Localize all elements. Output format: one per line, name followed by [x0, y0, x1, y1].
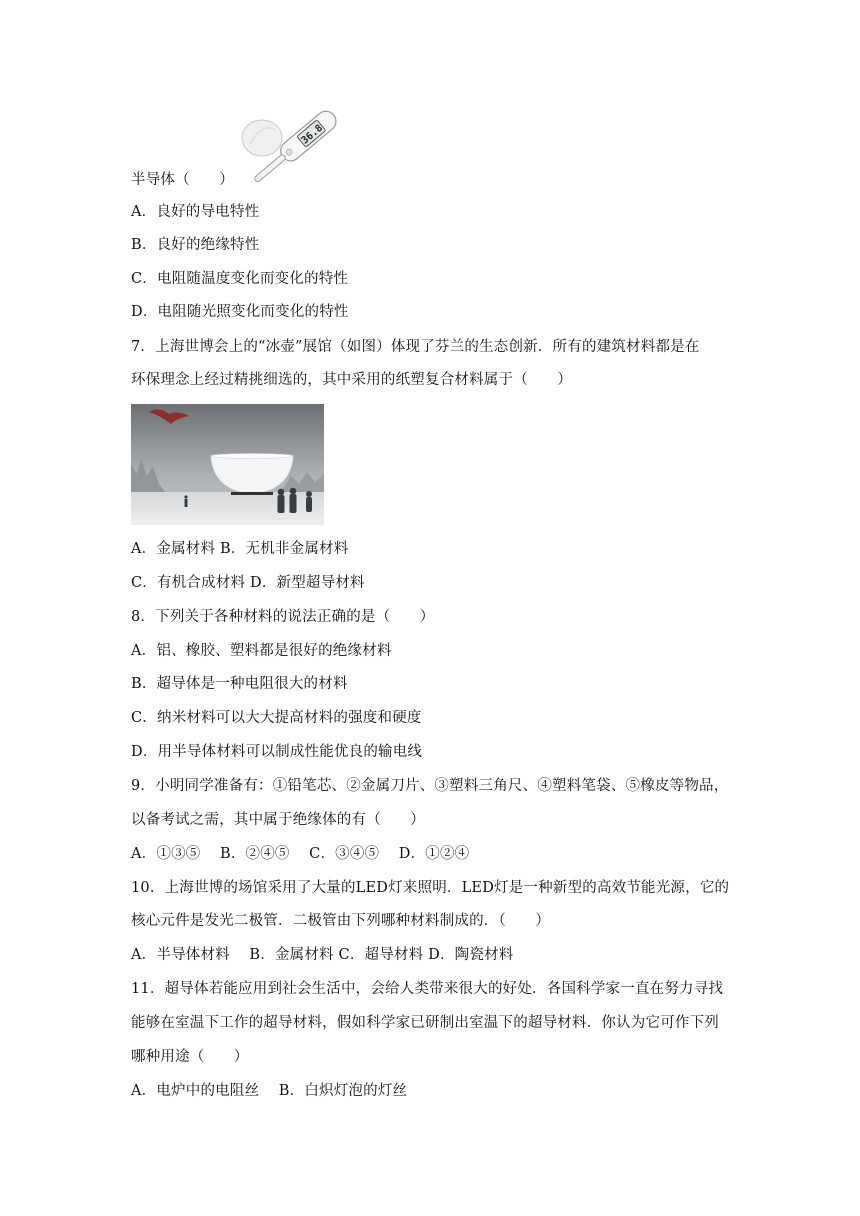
thermometer-reading: 36.8 — [299, 122, 326, 147]
q8-option-d: D．用半导体材料可以制成性能优良的输电线 — [131, 744, 423, 760]
q8-option-b: B．超导体是一种电阻很大的材料 — [131, 676, 348, 692]
q8-option-a: A．铝、橡胶、塑料都是很好的绝缘材料 — [131, 643, 392, 659]
q11-stem-line3: 哪种用途（ ） — [131, 1049, 249, 1065]
q8-option-c: C．纳米材料可以大大提高材料的强度和硬度 — [131, 710, 422, 726]
q8-stem: 8．下列关于各种材料的说法正确的是（ ） — [131, 609, 435, 625]
q6-option-b: B．良好的绝缘特性 — [131, 237, 260, 253]
q11-options: A．电炉中的电阻丝 B．白炽灯泡的灯丝 — [131, 1083, 408, 1099]
q9-stem-line2: 以备考试之需，其中属于绝缘体的有（ ） — [131, 812, 425, 828]
q10-stem-line2: 核心元件是发光二极管．二极管由下列哪种材料制成的．（ ） — [131, 913, 551, 929]
q7-stem-line2: 环保理念上经过精挑细选的，其中采用的纸塑复合材料属于（ ） — [131, 372, 572, 388]
q6-option-c: C．电阻随温度变化而变化的特性 — [131, 271, 349, 287]
q10-stem-line1: 10．上海世博的场馆采用了大量的LED灯来照明．LED灯是一种新型的高效节能光源，它的 — [131, 880, 730, 896]
q6-option-a: A．良好的导电特性 — [131, 204, 260, 220]
q7-stem-line1: 7．上海世博会上的“冰壶”展馆（如图）体现了芬兰的生态创新．所有的建筑材料都是在 — [131, 339, 700, 355]
q9-stem-line1: 9．小明同学准备有：①铅笔芯、②金属刀片、③塑料三角尺、④塑料笔袋、⑤橡皮等物品， — [131, 778, 729, 794]
q11-stem-line2: 能够在室温下工作的超导材料，假如科学家已研制出室温下的超导材料．你认为它可作下列 — [131, 1015, 719, 1031]
q6-option-d: D．电阻随光照变化而变化的特性 — [131, 304, 349, 320]
q9-options: A．①③⑤ B．②④⑤ C．③④⑤ D．①②④ — [131, 846, 470, 862]
q10-options: A．半导体材料 B．金属材料 C．超导材料 D．陶瓷材料 — [131, 947, 514, 963]
q7-options-line2: C．有机合成材料 D．新型超导材料 — [131, 575, 365, 591]
q7-options-line1: A．金属材料 B．无机非金属材料 — [131, 541, 349, 557]
q11-stem-line1: 11．超导体若能应用到社会生活中，会给人类带来很大的好处．各国科学家一直在努力寻找 — [131, 981, 724, 997]
digital-thermometer-image — [236, 108, 346, 192]
ice-kettle-pavilion-image — [131, 404, 324, 525]
q6-stem-tail: 半导体（ ） — [131, 172, 234, 188]
